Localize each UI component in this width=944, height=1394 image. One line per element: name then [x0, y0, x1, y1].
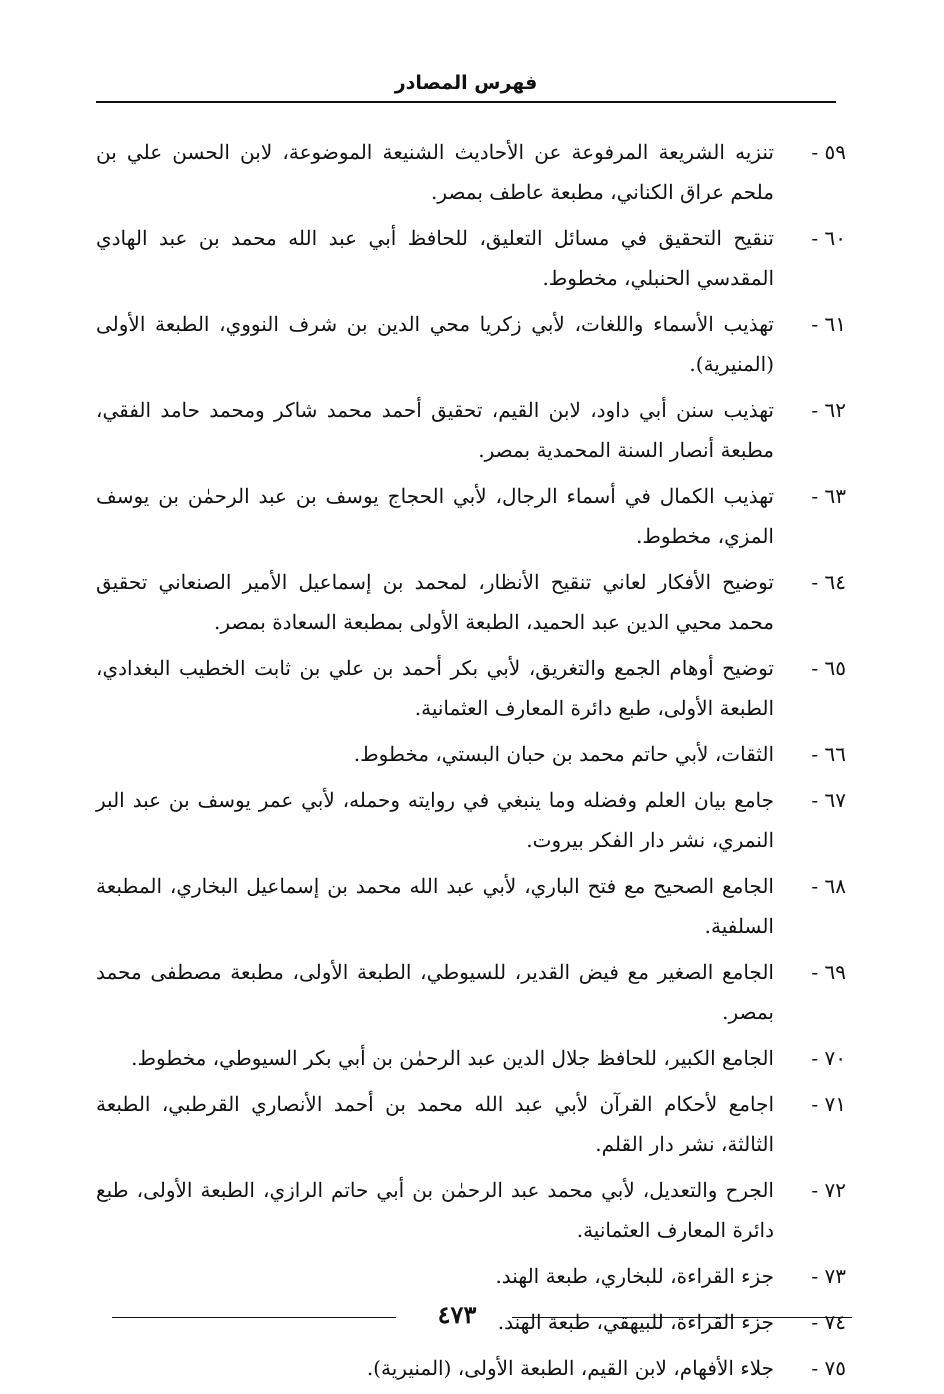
header-divider: [96, 101, 836, 103]
bibliography-list: [96, 132, 846, 1394]
entry-number: ٧١ -: [811, 1092, 846, 1116]
entry-text: جامع بيان العلم وفضله وما ينبغي في روايته وحمله، لأبي عمر يوسف بن عبد البر النمري، نشر دار الفكر بيروت.: [96, 788, 774, 852]
entry-text: توضيح أوهام الجمع والتغريق، لأبي بكر أحمد بن علي بن ثابت الخطيب البغدادي، الطبعة الأولى، طبع دائرة المعارف العثمانية.: [96, 656, 774, 720]
list-item: [96, 1038, 846, 1078]
entry-number: ٥٩ -: [811, 140, 846, 164]
list-item: [96, 304, 846, 384]
entry-text: جزء القراءة، للبيهقي، طبعة الهند.: [497, 1310, 774, 1334]
page-footer: [112, 1300, 852, 1330]
entry-text: توضيح الأفكار لعاني تنقيح الأنظار، لمحمد بن إسماعيل الأمير الصنعاني تحقيق محمد محيي الدين عبد الحميد، الطبعة الأولى بمطبعة السعادة بمصر.: [96, 570, 774, 634]
entry-text: الجامع الصحيح مع فتح الباري، لأبي عبد الله محمد بن إسماعيل البخاري، المطبعة السلفية.: [96, 874, 774, 938]
entry-text: جزء القراءة، للبخاري، طبعة الهند.: [495, 1264, 774, 1288]
entry-number: ٦٨ -: [811, 874, 846, 898]
list-item: [96, 1256, 846, 1296]
entry-number: ٧٤ -: [811, 1310, 846, 1334]
entry-number: ٦٠ -: [811, 226, 846, 250]
entry-text: تهذيب الكمال في أسماء الرجال، لأبي الحجاج يوسف بن عبد الرحمٰن بن يوسف المزي، مخطوط.: [96, 484, 774, 548]
list-item: [96, 562, 846, 642]
entry-number: ٦٤ -: [811, 570, 846, 594]
footer-divider-right: [512, 1317, 852, 1318]
entry-text: تهذيب الأسماء واللغات، لأبي زكريا محي الدين بن شرف النووي، الطبعة الأولى (المنيرية).: [96, 312, 774, 376]
list-item: [96, 866, 846, 946]
entry-text: تنقيح التحقيق في مسائل التعليق، للحافظ أبي عبد الله محمد بن عبد الهادي المقدسي الحنبلي، مخطوط.: [96, 226, 774, 290]
list-item: [96, 218, 846, 298]
list-item: [96, 390, 846, 470]
list-item: [96, 952, 846, 1032]
entry-text: الجامع الكبير، للحافظ جلال الدين عبد الرحمٰن بن أبي بكر السيوطي، مخطوط.: [131, 1046, 774, 1070]
entry-text: الثقات، لأبي حاتم محمد بن حبان البستي، مخطوط.: [353, 742, 774, 766]
page-title: فهرس المصادر: [394, 72, 538, 94]
entry-number: ٦٦ -: [811, 742, 846, 766]
entry-number: ٦٢ -: [811, 398, 846, 422]
page-number: ٤٧٣: [437, 1300, 477, 1329]
entry-number: ٧٢ -: [811, 1178, 846, 1202]
entry-number: ٧٥ -: [811, 1356, 846, 1380]
list-item: [96, 1348, 846, 1388]
entry-number: ٦٣ -: [811, 484, 846, 508]
entry-number: ٧٠ -: [811, 1046, 846, 1070]
list-item: [96, 1170, 846, 1250]
list-item: [96, 132, 846, 212]
entry-text: الجامع الصغير مع فيض القدير، للسيوطي، الطبعة الأولى، مطبعة مصطفى محمد بمصر.: [96, 960, 774, 1024]
entry-number: ٦١ -: [811, 312, 846, 336]
entry-number: ٦٧ -: [811, 788, 846, 812]
footer-divider-left: [112, 1317, 396, 1318]
entry-number: ٦٩ -: [811, 960, 846, 984]
entry-text: جلاء الأفهام، لابن القيم، الطبعة الأولى، (المنيرية).: [366, 1356, 774, 1380]
entry-number: ٧٣ -: [811, 1264, 846, 1288]
list-item: [96, 1084, 846, 1164]
entry-number: ٦٥ -: [811, 656, 846, 680]
entry-text: تنزيه الشريعة المرفوعة عن الأحاديث الشنيعة الموضوعة، لابن الحسن علي بن ملحم عراق الكناني، مطبعة عاطف بمصر.: [96, 140, 774, 204]
entry-text: تهذيب سنن أبي داود، لابن القيم، تحقيق أحمد محمد شاكر ومحمد حامد الفقي، مطبعة أنصار السنة المحمدية بمصر.: [96, 398, 774, 462]
list-item: [96, 780, 846, 860]
entry-text: اجامع لأحكام القرآن لأبي عبد الله محمد بن أحمد الأنصاري القرطبي، الطبعة الثالثة، نشر دار القلم.: [96, 1092, 774, 1156]
list-item: [96, 648, 846, 728]
entry-text: الجرح والتعديل، لأبي محمد عبد الرحمٰن بن أبي حاتم الرازي، الطبعة الأولى، طبع دائرة المعارف العثمانية.: [96, 1178, 774, 1242]
list-item: [96, 476, 846, 556]
list-item: [96, 734, 846, 774]
